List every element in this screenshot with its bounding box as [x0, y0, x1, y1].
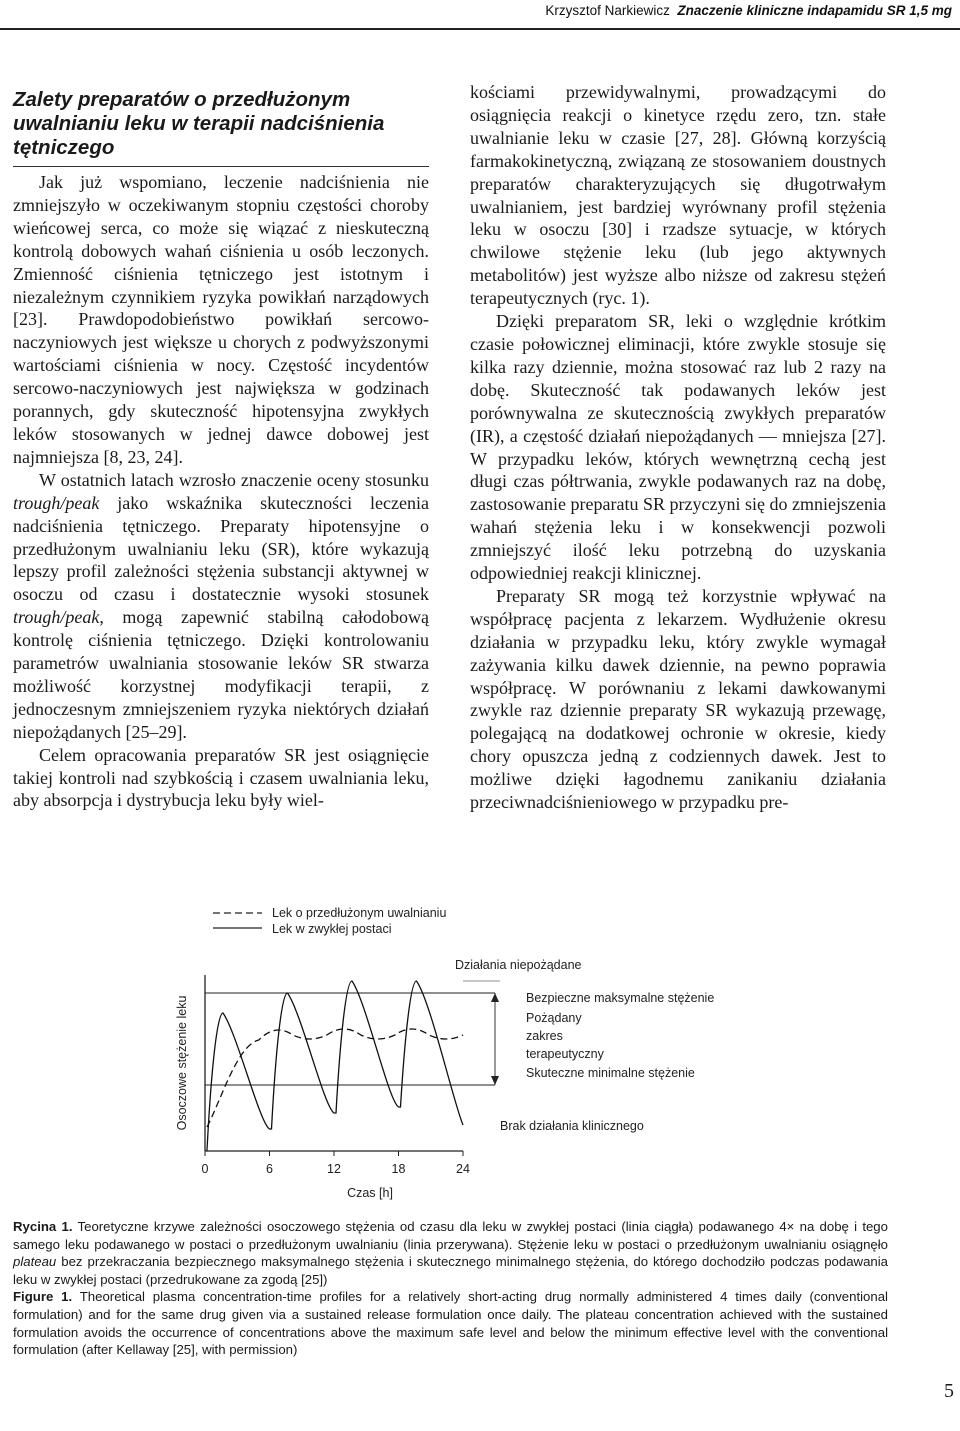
right-column: [470, 81, 886, 814]
figure-1: [0, 895, 960, 1205]
arrow-head-down: [491, 1076, 499, 1085]
running-header: [545, 3, 952, 18]
page-number: 5: [944, 1380, 954, 1402]
y-axis-label: Osoczowe stężenie leku: [175, 995, 189, 1131]
caption-label-en: Figure 1.: [13, 1289, 73, 1305]
x-tick-label: 12: [327, 1162, 341, 1176]
x-axis-label: Czas [h]: [347, 1186, 393, 1200]
arrow-head-up: [491, 993, 499, 1002]
paragraph: Preparaty SR mogą też korzystnie wpływać na współpracę pacjenta z lekarzem. Wydłużenie okresu działania w przypadku leku, który zwykle wymagał zażywania kilku dawek dziennie, na pewno poprawia współpracę. W porównaniu z lekami dawkowanymi zwykle raz dziennie preparaty SR wykazują przewagę, polegającą na dodatkowej ochronie w okresie, kiedy chory opuszcza jedną z codziennych dawek. Jest to możliwe dzięki łagodnemu zanikaniu działania przeciwnadciśnieniowego w przypadku pre-: [470, 585, 886, 813]
annotation-min-effective: Skuteczne minimalne stężenie: [526, 1066, 695, 1080]
paragraph: Dzięki preparatom SR, leki o względnie krótkim czasie połowicznej eliminacji, które zwykle stosuje się kilka razy dziennie, można stosować raz lub 2 razy na dobę. Skuteczność tak podawanych leków jest porównywalna ze skutecznością zwykłych preparatów (IR), a częstość działań niepożądanych — mniejsza [27]. W przypadku leków, których wewnętrzną cechą jest długi czas półtrwania, zwykle podawanych raz na dobę, zastosowanie preparatu SR przyczyni się do zmniejszenia wahań stężenia leku i w konsekwencji pozwoli zmniejszyć ilość leku potrzebną do uzyskania odpowiedniej reakcji klinicznej.: [470, 311, 886, 584]
caption-term-plateau: plateau: [13, 1254, 57, 1270]
series-sustained-curve: [207, 1029, 463, 1127]
paragraph: Celem opracowania preparatów SR jest osiągnięcie takiej kontroli nad szybkością i czasem uwalniania leku, aby absorpcja i dystrybucja leku były wiel-: [13, 744, 429, 811]
figure-caption: [13, 1218, 888, 1359]
x-tick-label: 0: [201, 1162, 209, 1176]
term-trough-peak: trough/peak: [13, 607, 100, 628]
annotation-range-1: Pożądany: [526, 1011, 582, 1025]
paragraph: W ostatnich latach wzrosło znaczenie oceny stosunku trough/peak jako wskaźnika skuteczności leczenia nadciśnienia tętniczego. Preparaty hipotensyjne o przedłużonym uwalnianiu leku (SR), które wykazują lepszy profil zależności stężenia substancji aktywnej w osoczu od czasu i dostatecznie wysoki stosunek trough/peak, mogą zapewnić stabilną całodobową kontrolę ciśnienia tętniczego. Dzięki kontrolowaniu parametrów uwalniania stosowanie leków SR stwarza możliwość korzystnej modyfikacji terapii, z jednoczesnym zmniejszeniem ryzyka niektórych działań niepożądanych [25–29].: [13, 469, 429, 742]
paragraph: Jak już wspomiano, leczenie nadciśnienia nie zmniejszyło w oczekiwanym stopniu częstości choroby wieńcowej serca, co może się wiązać z nieskuteczną kontrolą dobowych wahań ciśnienia u osób leczonych. Zmienność ciśnienia tętniczego jest istotnym i niezależnym czynnikiem ryzyka powikłań narządowych [23]. Prawdopodobieństwo powikłań sercowo-naczyniowych jest większe u chorych z podwyższonymi wartościami ciśnienia w nocy. Częstość incydentów sercowo-naczyniowych jest największa w godzinach porannych, gdy skuteczność hipotensyjna zwykłych leków stosowanych w jednej dawce dobowej jest najmniejsza [8, 23, 24].: [13, 172, 429, 467]
term-trough-peak: trough/peak: [13, 492, 100, 513]
annotation-max-safe: Bezpieczne maksymalne stężenie: [526, 991, 715, 1005]
paragraph: kościami przewidywalnymi, prowadzącymi do osiągnięcia reakcji o kinetyce rzędu zero, tzn. stałe uwalnianie leku w czasie [27, 28]. Główną korzyścią farmakokinetyczną, związaną ze stosowaniem doustnych preparatów charakteryzujących się długotrwałym uwalnianiem, jest bardziej wyrównany profil stężenia leku w osoczu [30] i rzadsze sytuacje, w których chwilowe stężenie leku (lub jego aktywnych metabolitów) jest wyższe albo niższe od zakresu stężeń terapeutycznych (ryc. 1).: [470, 82, 886, 309]
legend-label-sr: Lek o przedłużonym uwalnianiu: [272, 906, 447, 920]
concentration-time-chart: [0, 895, 960, 1205]
legend-label-ir: Lek w zwykłej postaci: [272, 922, 392, 936]
section-heading: Zalety preparatów o przedłużonym uwalnianiu leku w terapii nadciśnienia tętniczego: [13, 88, 429, 167]
annotation-no-effect: Brak działania klinicznego: [500, 1119, 644, 1133]
left-column: [13, 88, 429, 812]
caption-polish: Rycina 1. Teoretyczne krzywe zależności osoczowego stężenia od czasu dla leku w zwykłej postaci (linia ciągła) podawanego 4× na dobę i tego samego leku podawanego w postaci o przedłużonym uwalnianiu (linia przerywana). Stężenie leku w postaci o przedłużonym uwalnianiu osiągnęło plateau bez przekraczania bezpiecznego maksymalnego stężenia i skutecznego minimalnego stężenia, do którego dochodziło podczas podawania leku w zwykłej postaci (przedrukowane za zgodą [25]): [13, 1219, 888, 1287]
x-tick-label: 18: [391, 1162, 406, 1176]
x-tick-label: 6: [266, 1162, 273, 1176]
x-tick-label: 24: [456, 1162, 470, 1176]
header-title: Znaczenie kliniczne indapamidu SR 1,5 mg: [677, 3, 952, 18]
annotation-range-3: terapeutyczny: [526, 1047, 604, 1061]
figure-reference: (ryc. 1).: [592, 288, 650, 309]
header-rule: [0, 28, 960, 30]
caption-label-pl: Rycina 1.: [13, 1219, 73, 1234]
header-author: Krzysztof Narkiewicz: [545, 3, 670, 18]
annotation-range-2: zakres: [526, 1029, 563, 1043]
caption-english: Figure 1. Theoretical plasma concentration-time profiles for a relatively short-acting drug normally administered 4 times daily (conventional formulation) and for the same drug given via a sustained release formulation once daily. The plateau concentration achieved with the sustained formulation avoids the occurrence of concentrations above the maximum safe level and below the minimum effective level with the conventional formulation (after Kellaway [25], with permission): [13, 1289, 888, 1358]
annotation-adverse: Działania niepożądane: [455, 958, 582, 972]
series-conventional-curve: [207, 981, 463, 1151]
